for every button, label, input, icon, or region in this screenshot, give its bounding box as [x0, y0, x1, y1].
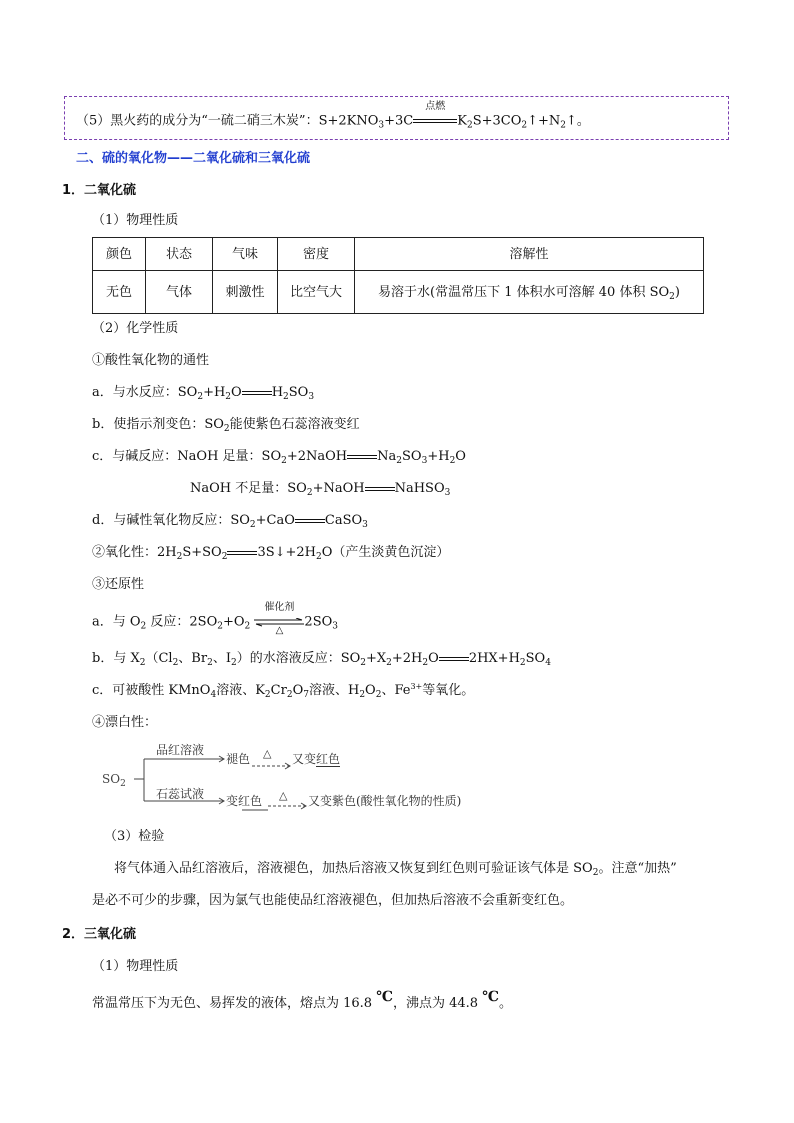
oxidizing-property — [92, 545, 450, 562]
text: 、I — [212, 651, 231, 666]
table-header: 密度 — [278, 238, 355, 271]
text: 、Br — [178, 651, 208, 666]
table-cell: 刺激性 — [213, 271, 278, 314]
text: Cr — [270, 683, 287, 698]
text: +2H — [391, 651, 423, 666]
text: CaSO — [324, 513, 363, 528]
text: （Cl — [145, 651, 173, 666]
table-cell: 无色 — [93, 271, 146, 314]
reaction-indicator — [92, 417, 360, 434]
bottom-end: 又变紫色(酸性氧化物的性质) — [308, 794, 462, 808]
bleaching-heading: ④漂白性： — [92, 715, 158, 730]
text: ↑。 — [566, 113, 590, 129]
text: 、Fe — [381, 683, 411, 698]
condition-label: 点燃 — [425, 101, 446, 112]
so3-properties — [92, 990, 512, 1010]
sub: 3 — [308, 392, 315, 402]
text: a．与 O — [92, 614, 141, 630]
text: NaHSO — [394, 481, 445, 496]
reaction-o2 — [92, 602, 338, 636]
text: 能使紫色石蕊溶液变红 — [229, 417, 360, 432]
text: 将气体通入品红溶液后，溶液褪色，加热后溶液又恢复到红色则可验证该气体是 SO — [114, 861, 593, 876]
text: c．与碱反应：NaOH 足量：SO — [92, 449, 282, 464]
reaction-water — [92, 385, 315, 402]
reducing-heading: ③还原性 — [92, 577, 145, 592]
sup: 3+ — [410, 682, 423, 691]
sub: 2 — [283, 392, 289, 402]
table-cell: 比空气大 — [278, 271, 355, 314]
reaction-basic-oxide — [92, 513, 368, 530]
text: 3S↓+2H — [257, 545, 317, 560]
sub: 2 — [230, 658, 237, 668]
text: 2HX+H — [468, 651, 520, 666]
sub: 2 — [519, 658, 526, 668]
equals-sign — [365, 487, 395, 491]
bottom-reagent: 石蕊试液 — [156, 787, 205, 801]
section-title: 二、硫的氧化物——二氧化硫和三氧化硫 — [76, 151, 311, 166]
condition-top: 催化剂 — [264, 602, 295, 613]
text: 2SO — [304, 614, 333, 630]
reversible-sign — [242, 391, 272, 395]
sub: 2 — [560, 120, 567, 131]
text: K — [457, 113, 467, 129]
sub: 2 — [360, 658, 366, 668]
bleaching-diagram — [100, 740, 520, 820]
sub: 2 — [521, 120, 528, 131]
text: SO — [402, 449, 422, 464]
text: +O — [222, 614, 245, 630]
text: O — [231, 385, 242, 400]
condition-bottom: △ — [275, 625, 284, 636]
sub: 3 — [332, 621, 338, 632]
sub: 3 — [362, 520, 368, 530]
text: +H — [427, 449, 450, 464]
top-result: 褪色 — [226, 752, 251, 766]
sub: 2 — [466, 120, 473, 131]
sub: 2 — [140, 621, 147, 632]
text: SO — [102, 772, 121, 786]
reaction-base-excess — [92, 449, 466, 466]
text: 等氧化。 — [422, 683, 475, 698]
sub: 2 — [217, 621, 223, 632]
reaction-halogen — [92, 651, 551, 668]
sub: 2 — [422, 658, 429, 668]
equals-sign — [347, 455, 377, 459]
text: O — [428, 651, 439, 666]
sub: 2 — [264, 690, 271, 700]
text: 溶液、K — [216, 683, 265, 698]
text: 。注意“加热” — [598, 861, 677, 876]
gunpowder-equation — [76, 101, 590, 131]
sub: 2 — [139, 658, 146, 668]
text: 。 — [499, 996, 513, 1011]
table-header: 气味 — [213, 238, 278, 271]
text: 又变 — [292, 752, 317, 766]
text: c．可被酸性 KMnO — [92, 683, 211, 698]
text: O — [365, 683, 376, 698]
text: b．与 X — [92, 651, 140, 666]
sub: 3 — [444, 488, 451, 498]
sub: 2 — [449, 456, 456, 466]
sub: 3 — [421, 456, 428, 466]
text: ，沸点为 44.8 — [393, 996, 483, 1011]
sub: 2 — [396, 456, 403, 466]
sub: 2 — [244, 621, 251, 632]
text: 溶液、H — [308, 683, 360, 698]
text: 常温常压下为无色、易挥发的液体，熔点为 16.8 — [92, 996, 377, 1011]
sub: 2 — [172, 658, 179, 668]
table-cell: 气体 — [146, 271, 213, 314]
sub: 7 — [303, 690, 309, 700]
sub: 2 — [375, 690, 382, 700]
sub: 2 — [249, 520, 256, 530]
text: b．使指示剂变色：SO — [92, 417, 224, 432]
text: d．与碱性氧化物反应：SO — [92, 513, 250, 528]
physical-properties-label: （1）物理性质 — [92, 213, 179, 228]
acid-oxide-heading: ①酸性氧化物的通性 — [92, 353, 210, 368]
text: S+SO — [182, 545, 222, 560]
reaction-oxidants — [92, 682, 475, 700]
text: ②氧化性：2H — [92, 545, 177, 560]
table-header: 颜色 — [93, 238, 146, 271]
text: +CaO — [255, 513, 295, 528]
ignition-arrow — [413, 101, 457, 129]
sub: 2 — [225, 392, 232, 402]
text: 反应：2SO — [146, 614, 218, 630]
text: O — [455, 449, 466, 464]
equals-sign — [227, 551, 257, 555]
so2-label — [102, 772, 126, 789]
text: SO — [288, 385, 309, 400]
chemical-properties-label: （2）化学性质 — [92, 321, 179, 336]
text: a．与水反应：SO — [92, 385, 198, 400]
sub: 2 — [286, 690, 293, 700]
text: ) — [674, 284, 680, 300]
top-end — [292, 753, 340, 765]
text: 红色 — [316, 752, 341, 766]
text: +3C — [384, 113, 414, 129]
text: ）的水溶液反应：SO — [236, 651, 361, 666]
text: H — [271, 385, 284, 400]
text: +X — [366, 651, 387, 666]
text: +2NaOH — [286, 449, 348, 464]
test-paragraph-1 — [114, 861, 677, 878]
equals-sign — [295, 519, 325, 523]
text: +H — [203, 385, 226, 400]
so3-physical-label: （1）物理性质 — [92, 959, 179, 974]
sub: 2 — [120, 779, 126, 789]
bottom-result: 变红色 — [226, 794, 263, 808]
degree-symbol: ℃ — [482, 989, 499, 1005]
heading-so2: 1．二氧化硫 — [62, 183, 137, 198]
text: 易溶于水(常温常压下 1 体积水可溶解 40 体积 SO — [378, 284, 670, 300]
sub: 2 — [281, 456, 287, 466]
degree-symbol: ℃ — [376, 989, 393, 1005]
top-reagent: 品红溶液 — [156, 743, 205, 757]
text: Na — [377, 449, 397, 464]
sub: 4 — [545, 658, 551, 668]
text: S+3CO — [472, 113, 522, 129]
reaction-base-deficient — [190, 481, 451, 498]
sub: 2 — [316, 552, 322, 562]
heading-so3: 2．三氧化硫 — [62, 927, 137, 942]
top-heat: △ — [263, 747, 272, 760]
text: NaOH 不足量：SO — [190, 481, 307, 496]
sub: 2 — [207, 658, 213, 668]
sub: 2 — [592, 868, 599, 878]
table-header: 状态 — [146, 238, 213, 271]
text: SO — [525, 651, 546, 666]
bottom-heat: △ — [279, 789, 288, 802]
text: +NaOH — [312, 481, 365, 496]
test-paragraph-2: 是必不可少的步骤，因为氯气也能使品红溶液褪色，但加热后溶液不会重新变红色。 — [92, 893, 574, 908]
sub: 2 — [669, 291, 675, 302]
sub: 3 — [378, 120, 385, 131]
reversible-arrow — [254, 602, 304, 636]
test-label: （3）检验 — [104, 829, 165, 844]
text: O（产生淡黄色沉淀） — [321, 545, 450, 560]
sub: 2 — [306, 488, 313, 498]
properties-table — [92, 237, 704, 314]
sub: 4 — [210, 690, 217, 700]
sub: 2 — [223, 424, 230, 434]
sub: 2 — [359, 690, 366, 700]
equals-sign — [439, 657, 469, 661]
table-cell-solubility — [355, 271, 704, 314]
text: （5）黑火药的成分为“一硫二硝三木炭”：S+2KNO — [76, 113, 379, 129]
table-header: 溶解性 — [355, 238, 704, 271]
sub: 2 — [386, 658, 392, 668]
sub: 2 — [197, 392, 204, 402]
text: O — [292, 683, 304, 698]
text: ↑+N — [527, 113, 561, 129]
sub: 2 — [176, 552, 183, 562]
sub: 2 — [221, 552, 228, 562]
